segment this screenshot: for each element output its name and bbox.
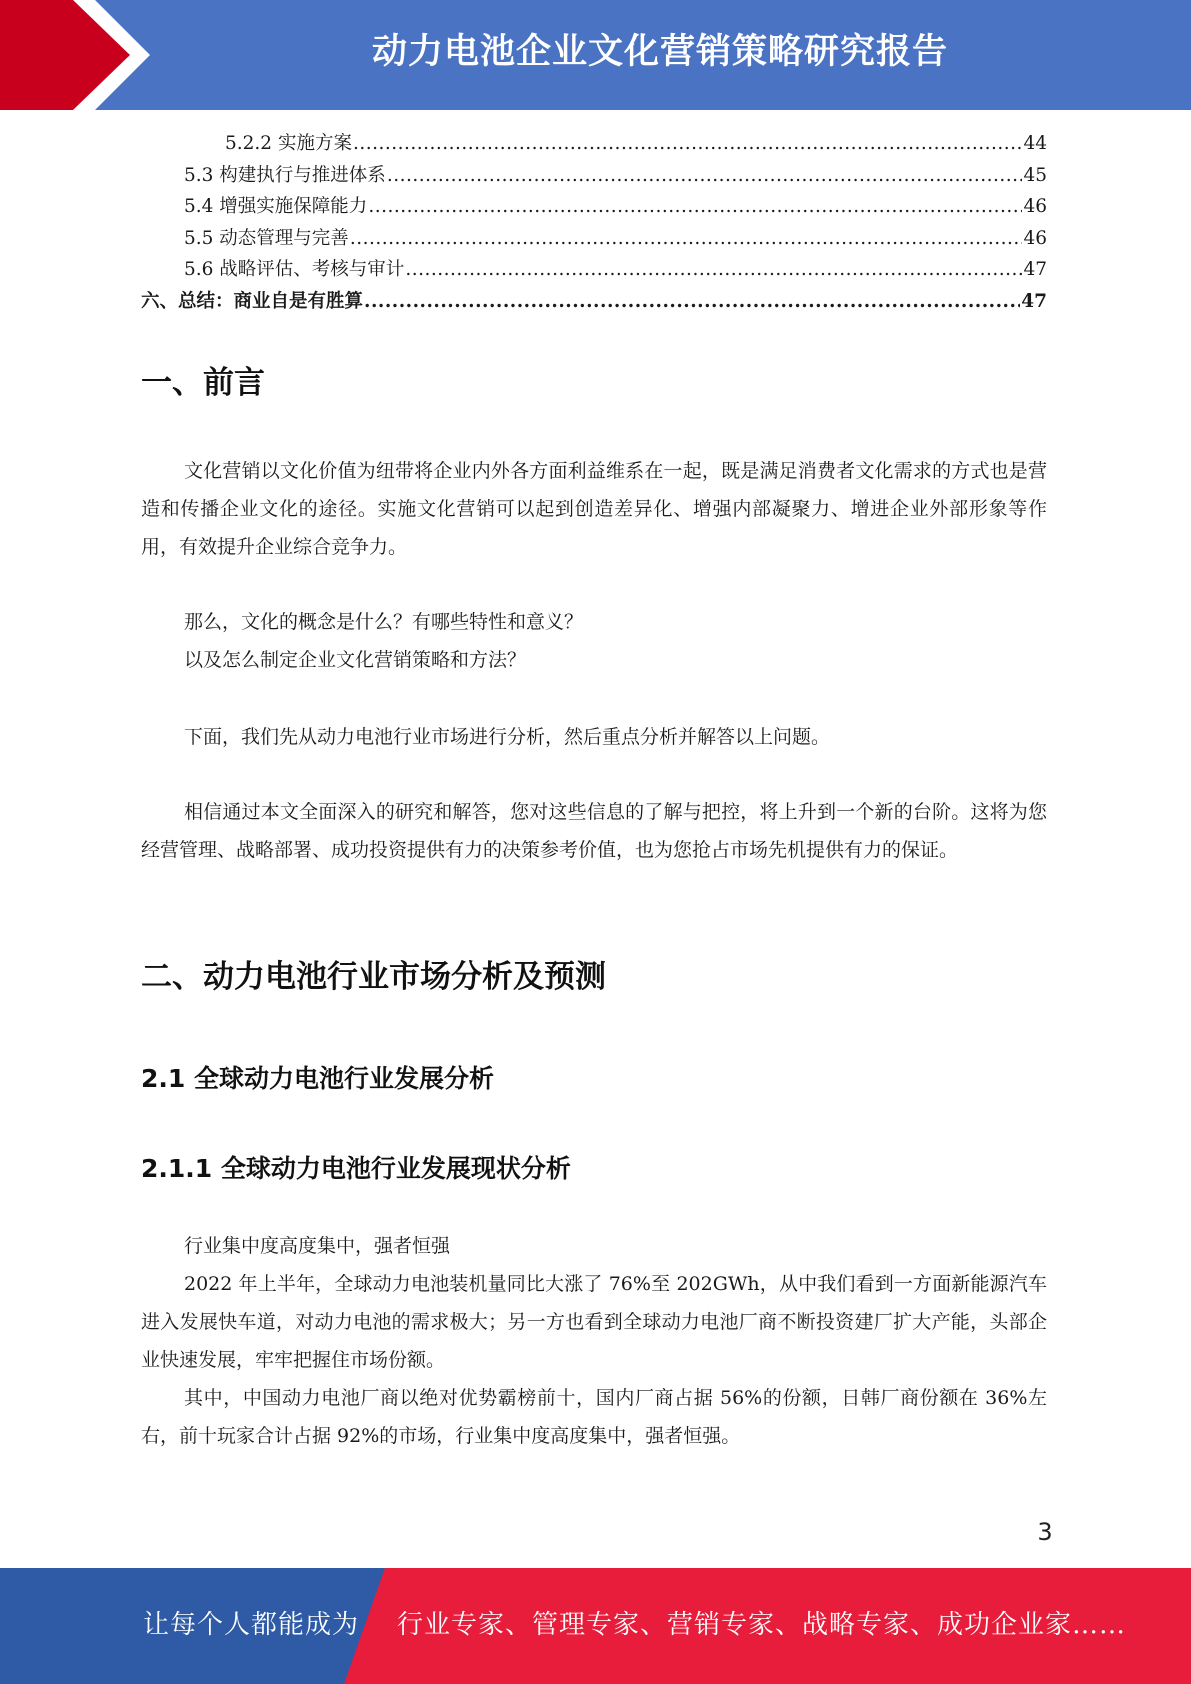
preface-question-1: 那么，文化的概念是什么？有哪些特性和意义？ <box>184 611 584 633</box>
market-lead-line: 行业集中度高度集中，强者恒强 <box>184 1235 451 1257</box>
subsection-heading-2-1-1: 2.1.1 全球动力电池行业发展现状分析 <box>141 1154 571 1183</box>
toc-entry-label: 5.3 构建执行与推进体系 <box>184 164 386 186</box>
toc-entry-page: 47 <box>1023 259 1047 280</box>
report-title: 动力电池企业文化营销策略研究报告 <box>371 32 948 72</box>
footer-slogan-right: 行业专家、管理专家、营销专家、战略专家、成功企业家…… <box>397 1610 1127 1640</box>
toc-entry[interactable] <box>141 286 1047 318</box>
toc-entry-label: 5.6 战略评估、考核与审计 <box>184 259 405 280</box>
toc-entry-page: 44 <box>1023 133 1047 154</box>
toc-entry[interactable] <box>141 191 1047 223</box>
page-footer <box>0 1568 1191 1684</box>
toc-leader-dots <box>353 128 1023 160</box>
toc-entry[interactable] <box>141 128 1047 160</box>
toc-entry-page: 45 <box>1023 164 1047 186</box>
footer-slogan-left: 让每个人都能成为 <box>143 1610 360 1640</box>
toc-entry-label: 5.5 动态管理与完善 <box>184 227 349 249</box>
toc-entry-page: 47 <box>1021 290 1047 312</box>
toc-entry-page: 46 <box>1023 196 1047 217</box>
preface-paragraph-3: 相信通过本文全面深入的研究和解答，您对这些信息的了解与把控，将上升到一个新的台阶。这将为您经营管理、战略部署、成功投资提供有力的决策参考价值，也为您抢占市场先机提供有力的保证。 <box>141 801 1047 861</box>
toc-entry-label: 5.2.2 实施方案 <box>225 133 352 154</box>
market-paragraph-1: 2022 年上半年，全球动力电池装机量同比大涨了 76%至 202GWh，从中我们看到一方面新能源汽车进入发展快车道，对动力电池的需求极大；另一方也看到全球动力电池厂商不断投资建厂扩大产能，头部企业快速发展，牢牢把握住市场份额。 <box>141 1273 1047 1371</box>
toc-leader-dots <box>368 191 1022 223</box>
toc-leader-dots <box>387 160 1023 192</box>
table-of-contents <box>141 128 1047 317</box>
page-number: 3 <box>1037 1518 1053 1546</box>
toc-entry[interactable] <box>141 223 1047 255</box>
toc-leader-dots <box>364 286 1020 318</box>
toc-leader-dots <box>405 254 1022 286</box>
preface-paragraph-1: 文化营销以文化价值为纽带将企业内外各方面利益维系在一起，既是满足消费者文化需求的方式也是营造和传播企业文化的途径。实施文化营销可以起到创造差异化、增强内部凝聚力、增进企业外部形象等作用，有效提升企业综合竞争力。 <box>141 460 1047 558</box>
toc-entry-label: 5.4 增强实施保障能力 <box>184 196 368 217</box>
section-heading-market-analysis: 二、动力电池行业市场分析及预测 <box>141 959 606 995</box>
toc-entry-label: 六、总结：商业自是有胜算 <box>141 290 364 312</box>
subsection-heading-2-1: 2.1 全球动力电池行业发展分析 <box>141 1064 494 1093</box>
preface-question-2: 以及怎么制定企业文化营销策略和方法？ <box>184 649 527 671</box>
section-heading-preface: 一、前言 <box>141 365 265 401</box>
market-paragraph-2: 其中，中国动力电池厂商以绝对优势霸榜前十，国内厂商占据 56%的份额，日韩厂商份额在 36%左右，前十玩家合计占据 92%的市场，行业集中度高度集中，强者恒强。 <box>141 1387 1047 1447</box>
preface-paragraph-2: 下面，我们先从动力电池行业市场进行分析，然后重点分析并解答以上问题。 <box>184 726 831 748</box>
toc-entry-page: 46 <box>1023 227 1047 249</box>
page-header <box>0 0 1191 110</box>
toc-entry[interactable] <box>141 160 1047 192</box>
toc-entry[interactable] <box>141 254 1047 286</box>
toc-leader-dots <box>350 223 1023 255</box>
